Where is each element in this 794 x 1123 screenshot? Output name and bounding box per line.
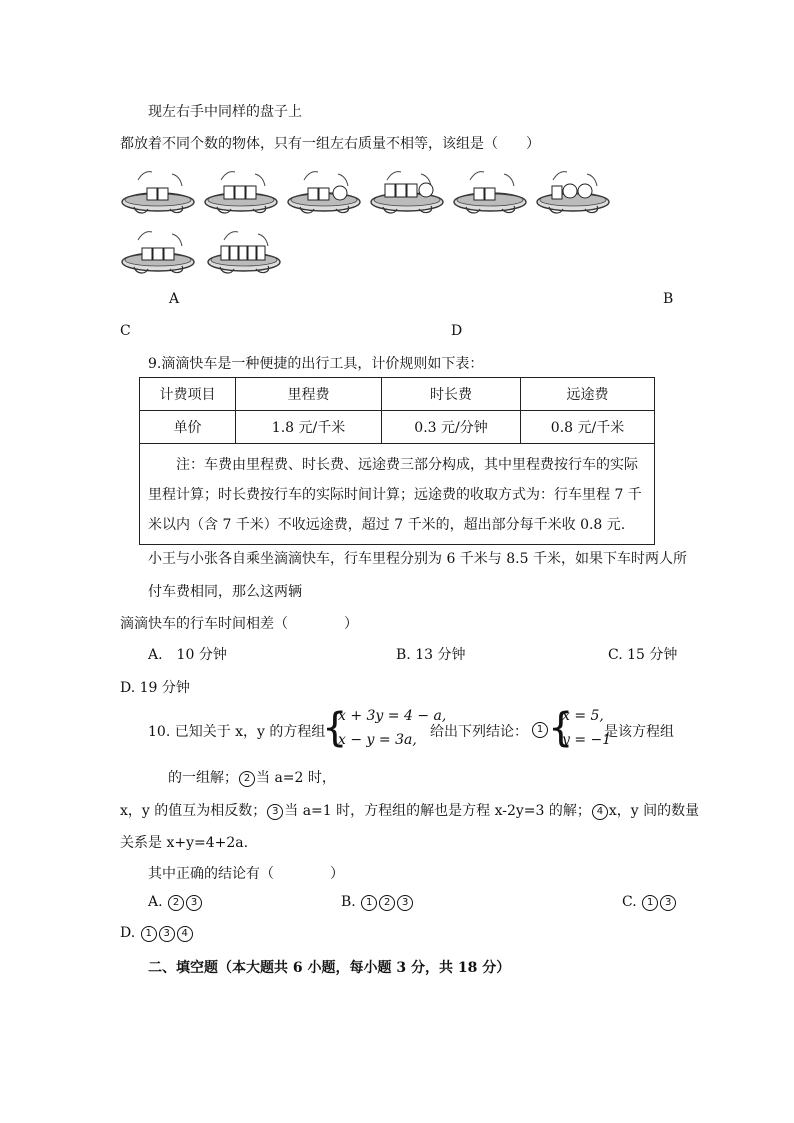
q10-line2a: 的一组解； xyxy=(168,770,238,786)
q10-question: 其中正确的结论有（ ） xyxy=(148,866,344,882)
q9-option-b: B. 13 分钟 xyxy=(396,647,466,663)
intro-line-2: 都放着不同个数的物体，只有一组左右质量不相等，该组是（ ） xyxy=(120,136,540,152)
q10-system-brace: { xyxy=(322,705,348,751)
q9-option-c: C. 15 分钟 xyxy=(608,647,678,663)
q10-sol2: y = −1 xyxy=(562,732,612,748)
q9-option-d: D. 19 分钟 xyxy=(120,680,190,696)
option-b-label: B xyxy=(663,291,674,307)
plate-2 xyxy=(205,172,277,213)
fee-note: 注：车费由里程费、时长费、远途费三部分构成，其中里程费按行车的实际里程计算；时长费按行车的实际时间计算；远途费的收取方式为：行车里程 7 千米以内（含 7 千米）不收远途费，超过 7 千米的，超出部分每千米收 0.8 元. xyxy=(148,457,642,533)
fee-table-note-row xyxy=(140,444,655,545)
fee-table-price-row xyxy=(140,411,655,444)
q9-option-a: A. 10 分钟 xyxy=(148,647,227,663)
q9-text-1: 小王与小张各自乘坐滴滴快车，行车里程分别为 6 千米与 8.5 千米，如果下车时两人所 xyxy=(148,551,687,567)
q10-suffix: 是该方程组 xyxy=(604,724,674,740)
q10-line3b: 当 a=1 时，方程组的解也是方程 x-2y=3 的解； xyxy=(284,803,591,819)
q10-circle-4: 4 xyxy=(592,804,608,820)
q9-text-3: 滴滴快车的行车时间相差（ ） xyxy=(120,616,358,632)
fee-table xyxy=(139,377,655,545)
option-c-label: C xyxy=(120,323,131,339)
plate-4 xyxy=(371,172,443,213)
q10-line3a: x，y 的值互为相反数； xyxy=(120,803,267,819)
q10-circle-3: 3 xyxy=(267,804,283,820)
fee-longdistance-price: 0.8 元/千米 xyxy=(521,411,655,444)
fee-mileage-price: 1.8 元/千米 xyxy=(236,411,382,444)
section-2-heading: 二、填空题（本大题共 6 小题，每小题 3 分，共 18 分） xyxy=(148,960,511,976)
q10-mid: 给出下列结论： xyxy=(430,724,528,740)
q10-option-a-circle-2: 2 xyxy=(168,895,184,911)
plate-6 xyxy=(537,172,609,213)
q10-option-a-circle-3: 3 xyxy=(186,895,202,911)
q10-circle-2: 2 xyxy=(239,771,255,787)
q10-option-b-circle-2: 2 xyxy=(379,895,395,911)
q10-sol1: x = 5, xyxy=(562,708,604,724)
fee-duration-price: 0.3 元/分钟 xyxy=(382,411,521,444)
q10-eq2: x − y = 3a, xyxy=(338,732,417,748)
q10-option-c-label: C. xyxy=(622,894,637,910)
option-a-label: A xyxy=(169,291,180,307)
fee-header-mileage: 里程费 xyxy=(236,378,382,411)
plate-8 xyxy=(208,232,280,273)
intro-line-1: 现左右手中同样的盘子上 xyxy=(148,104,302,120)
q10-line4: 关系是 x+y=4+2a. xyxy=(120,835,249,851)
q10-option-d-circle-3: 3 xyxy=(159,926,175,942)
q10-option-d-circle-4: 4 xyxy=(177,926,193,942)
plate-1 xyxy=(122,172,194,213)
q10-line2b: 当 a=2 时， xyxy=(256,770,336,786)
q10-option-b-circle-1: 1 xyxy=(361,895,377,911)
fee-header-longdistance: 远途费 xyxy=(521,378,655,411)
q10-solution-brace: { xyxy=(548,705,574,751)
q10-option-a-label: A. xyxy=(148,894,163,910)
q10-eq1: x + 3y = 4 − a, xyxy=(338,708,447,724)
q10-option-d-label: D. xyxy=(120,925,136,941)
fee-row-label: 单价 xyxy=(140,411,236,444)
plate-3 xyxy=(288,172,360,213)
q9-text-2: 付车费相同，那么这两辆 xyxy=(148,584,302,600)
q10-option-c-circle-3: 3 xyxy=(660,895,676,911)
plate-5 xyxy=(454,172,526,213)
q10-circle-1: 1 xyxy=(532,722,548,738)
fee-header-item: 计费项目 xyxy=(140,378,236,411)
q10-line3c: x，y 间的数量 xyxy=(608,803,700,819)
q10-option-b-label: B. xyxy=(341,894,356,910)
q10-prefix: 10. 已知关于 x，y 的方程组 xyxy=(148,724,326,740)
q9-stem: 9.滴滴快车是一种便捷的出行工具，计价规则如下表： xyxy=(148,356,484,372)
plates-illustration xyxy=(120,160,620,280)
fee-table-header-row xyxy=(140,378,655,411)
q10-option-d-circle-1: 1 xyxy=(141,926,157,942)
fee-header-duration: 时长费 xyxy=(382,378,521,411)
plate-7 xyxy=(122,232,194,273)
q10-option-b-circle-3: 3 xyxy=(397,895,413,911)
q10-option-c-circle-1: 1 xyxy=(642,895,658,911)
option-d-label: D xyxy=(451,323,463,339)
